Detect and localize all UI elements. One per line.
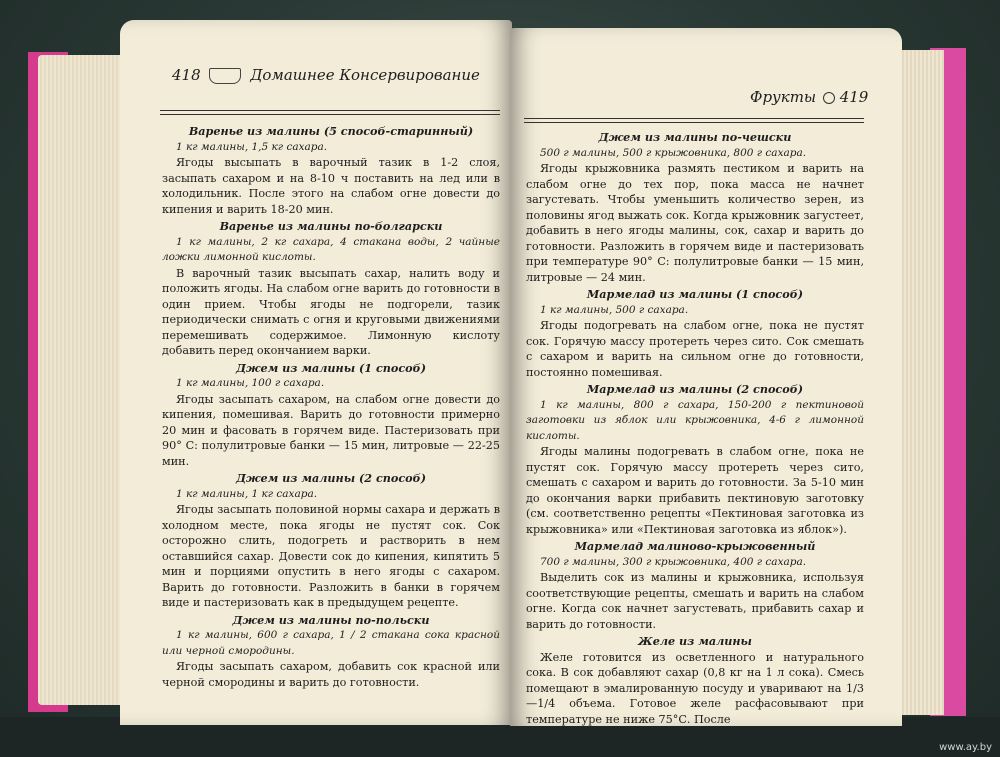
recipe-heading: Мармелад из малины (1 способ)	[586, 287, 804, 301]
fruit-basket-icon	[209, 68, 241, 84]
ingredients-line: 1 кг малины, 800 г сахара, 150-200 г пектиновой заготовки из яблок или крыжовника, 4-6 г лимонной кислоты.	[526, 398, 864, 442]
recipe-heading: Варенье из малины по-болгарски	[219, 219, 443, 233]
header-rule	[524, 118, 864, 119]
recipe-paragraph: Ягоды засыпать сахаром, на слабом огне довести до кипения, помешивая. Варить до готовности примерно 20 мин и фасовать в горячем виде. Пастеризовать при 90° С: полулитровые банки — 15 мин, литровые — 22-25 мин.	[162, 392, 500, 468]
right-page-title: Фрукты	[750, 88, 817, 106]
recipe-paragraph: Ягоды высыпать в варочный тазик в 1-2 слоя, засыпать сахаром и на 8-10 ч поставить на лед или в холодильник. После этого на слабом огне довести до кипения и варить 18-20 мин.	[162, 156, 500, 216]
right-page	[510, 28, 902, 726]
ingredients-line: 1 кг малины, 500 г сахара.	[540, 303, 689, 316]
recipe-heading: Джем из малины (2 способ)	[235, 471, 427, 485]
recipe-heading: Желе из малины	[638, 634, 752, 648]
ingredients-line: 1 кг малины, 1,5 кг сахара.	[176, 140, 328, 153]
page-edges-right	[900, 50, 944, 715]
recipe-paragraph: Желе готовится из осветленного и натурального сока. В сок добавляют сахар (0,8 кг на 1 л сока). Смесь помещают в эмалированную посуду и уваривают на 1/3—1/4 объема. Готовое желе расфасовывают при температуре не ниже 75°С. После	[526, 650, 864, 726]
cherry-icon	[823, 92, 835, 104]
recipe-paragraph: Выделить сок из малины и крыжовника, используя соответствующие рецепты, смешать и варить на слабом огне. Когда сок начнет загустевать, прибавить сахар и варить до готовности.	[526, 571, 864, 631]
recipe-heading: Мармелад из малины (2 способ)	[586, 382, 804, 396]
header-rule-thin	[160, 114, 500, 115]
recipe-paragraph: Ягоды засыпать сахаром, добавить сок красной или черной смородины и варить до готовности.	[162, 660, 500, 689]
recipe-heading: Джем из малины по-чешски	[598, 130, 792, 144]
ingredients-line: 500 г малины, 500 г крыжовника, 800 г сахара.	[540, 146, 807, 159]
right-page-text	[526, 128, 864, 726]
recipe-heading: Варенье из малины (5 способ-старинный)	[188, 124, 474, 138]
header-rule-thin	[524, 122, 864, 123]
right-page-header	[750, 88, 868, 106]
recipe-paragraph: Ягоды засыпать половиной нормы сахара и держать в холодном месте, пока ягоды не пустят сок. Сок осторожно слить, подогреть и растворить в нем оставшийся сахар. Довести сок до кипения, кипятить 5 мин и порциями опустить в него ягоды с сахаром. Варить до готовности. Разложить в банки в горячем виде и пастеризовать как в предыдущем рецепте.	[162, 503, 500, 609]
right-page-number: 419	[839, 88, 869, 106]
page-edges-left	[38, 55, 124, 705]
recipe-paragraph: Ягоды крыжовника размять пестиком и варить на слабом огне до тех пор, пока масса не начнет загустевать. Чтобы уменьшить количество зерен, из половины ягод выжать сок. Когда крыжовник загустеет, добавить в него ягоды малины, сок, сахар и варить до готовности. Разложить в горячем виде и пастеризовать при температуре 90° С: полулитровые банки — 15 мин, литровые — 24 мин.	[526, 162, 864, 284]
left-page-text	[162, 122, 500, 690]
ingredients-line: 1 кг малины, 600 г сахара, 1 / 2 стакана сока красной или черной смородины.	[162, 629, 500, 657]
recipe-paragraph: В варочный тазик высыпать сахар, налить воду и положить ягоды. На слабом огне варить до готовности в один прием. Чтобы ягоды не подгорели, тазик периодически снимать с огня и круговыми движениями перемешивать содержимое. Лимонную кислоту добавить перед окончанием варки.	[162, 266, 500, 357]
recipe-heading: Джем из малины (1 способ)	[235, 360, 427, 375]
recipe-paragraph: Ягоды подогревать на слабом огне, пока не пустят сок. Горячую массу протереть через сито. Сок смешать с сахаром и варить на сильном огне до готовности, постоянно помешивая.	[526, 319, 864, 379]
ingredients-line: 1 кг малины, 2 кг сахара, 4 стакана воды, 2 чайные ложки лимонной кислоты.	[162, 235, 500, 263]
left-page-header	[172, 66, 480, 84]
header-rule	[160, 110, 500, 111]
left-page	[120, 20, 512, 725]
watermark: www.ay.by	[939, 742, 992, 753]
left-page-title: Домашнее Консервирование	[250, 66, 480, 84]
recipe-heading: Мармелад малиново-крыжовенный	[574, 539, 816, 553]
left-page-number: 418	[172, 66, 201, 84]
ingredients-line: 700 г малины, 300 г крыжовника, 400 г сахара.	[540, 555, 807, 568]
recipe-heading: Джем из малины по-польски	[232, 612, 430, 627]
recipe-paragraph: Ягоды малины подогревать в слабом огне, пока не пустят сок. Горячую массу протереть через сито, смешать с сахаром и варить до готовности. За 5-10 мин до окончания варки прибавить пектиновую заготовку (см. соответственно рецепты «Пектиновая заготовка из крыжовника» или «Пектиновая заготовка из яблок»).	[526, 445, 864, 536]
ingredients-line: 1 кг малины, 1 кг сахара.	[176, 487, 318, 500]
ingredients-line: 1 кг малины, 100 г сахара.	[176, 377, 325, 389]
